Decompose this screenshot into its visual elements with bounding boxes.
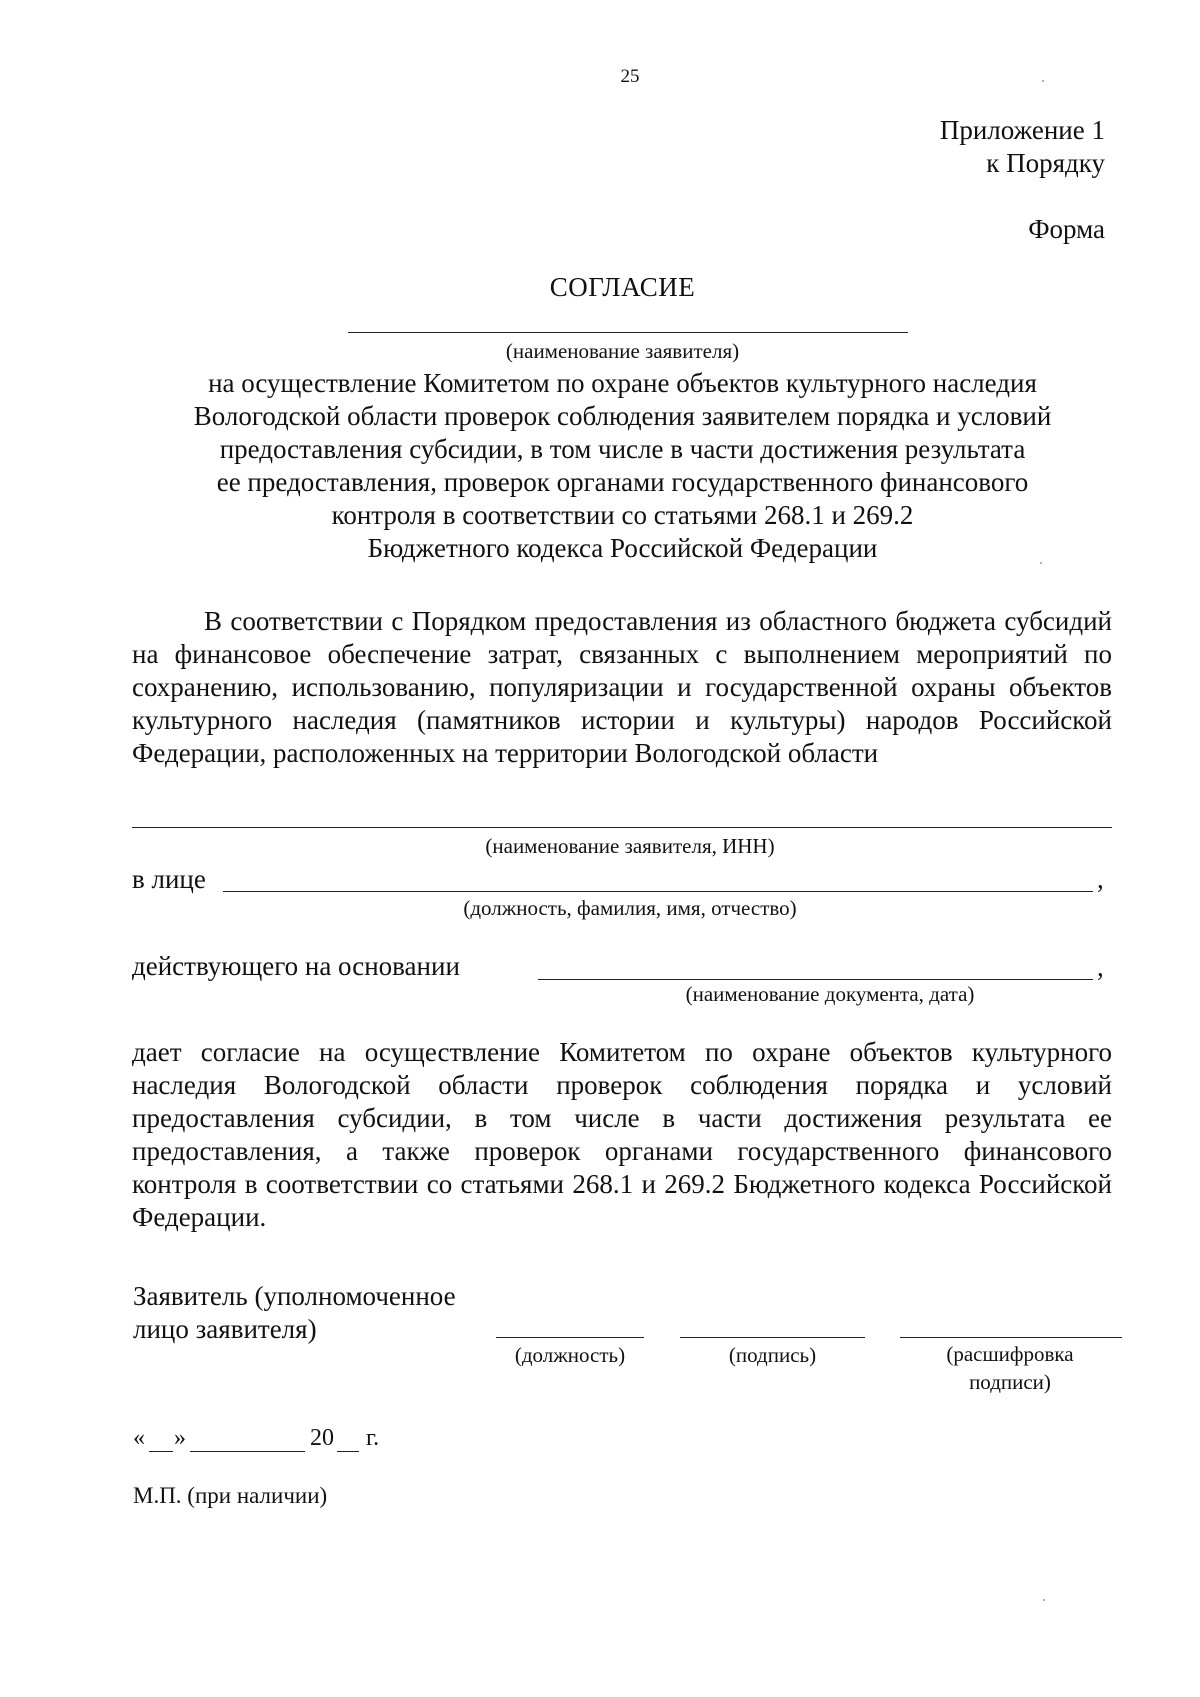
applicant-inn-line — [132, 827, 1112, 828]
subject-line: Вологодской области проверок соблюдения заявителем порядка и условий — [193, 401, 1052, 431]
position-line — [496, 1337, 644, 1338]
basis-comma: , — [1097, 952, 1104, 982]
stamp-note: М.П. (при наличии) — [133, 1483, 328, 1508]
date-close-quote: » — [174, 1425, 186, 1451]
date-day-line — [149, 1451, 173, 1452]
document-title: СОГЛАСИЕ — [549, 272, 696, 302]
date-month-line — [190, 1451, 305, 1452]
signature-label-line-1: Заявитель (уполномоченное — [133, 1281, 456, 1311]
date-year-prefix: 20 — [310, 1425, 334, 1451]
subject-line: контроля в соответствии со статьями 268.1 и 269.2 — [331, 500, 914, 530]
scan-speck — [1043, 1599, 1045, 1601]
position-caption: (должность) — [514, 1343, 626, 1367]
appendix-line-1: Приложение 1 — [939, 115, 1105, 145]
signature-line — [680, 1337, 865, 1338]
represented-line — [223, 891, 1093, 892]
date-year-suffix: г. — [366, 1425, 380, 1451]
basis-label: действующего на основании — [132, 951, 460, 981]
intro-paragraph: В соответствии с Порядком предоставления из областного бюджета субсидий на финансовое обеспечение затрат, связанных с выполнением мероприятий по сохранению, использованию, популяризации и государственной охраны объектов культурного наследия (памятников истории и культуры) народов Российской Федерации, расположенных на территории Вологодской области — [132, 606, 1112, 768]
appendix-block — [940, 114, 1105, 180]
basis-line — [538, 979, 1093, 980]
title-caption: (наименование заявителя) — [505, 339, 740, 363]
form-label: Форма — [1028, 214, 1105, 244]
appendix-line-2: к Порядку — [986, 148, 1105, 178]
decoding-caption-line-2: подписи) — [969, 1370, 1051, 1394]
date-year-line — [337, 1451, 359, 1452]
scan-speck — [1042, 80, 1044, 82]
represented-label: в лице — [132, 864, 206, 894]
decoding-line — [900, 1337, 1122, 1338]
decoding-caption — [905, 1340, 1115, 1396]
signature-caption: (подпись) — [728, 1343, 817, 1367]
consent-paragraph: дает согласие на осуществление Комитетом по охране объектов культурного наследия Вологодской области проверок соблюдения порядка и условий предоставления субсидии, в том числе в части достижения результата ее предоставления, а также проверок органами государственного финансового контроля в соответствии со статьями 268.1 и 269.2 Бюджетного кодекса Российской Федерации. — [132, 1037, 1112, 1232]
subject-line: на осуществление Комитетом по охране объектов культурного наследия — [208, 368, 1037, 398]
page-number: 25 — [620, 66, 640, 87]
scan-speck — [1040, 562, 1042, 564]
applicant-inn-caption: (наименование заявителя, ИНН) — [485, 834, 775, 858]
signature-label — [133, 1280, 456, 1346]
decoding-caption-line-1: (расшифровка — [946, 1342, 1074, 1366]
represented-comma: , — [1097, 864, 1104, 894]
basis-caption: (наименование документа, дата) — [685, 982, 975, 1006]
subject-block — [0, 367, 1200, 565]
applicant-name-line — [348, 332, 908, 333]
subject-line: Бюджетного кодекса Российской Федерации — [367, 533, 878, 563]
subject-line: предоставления субсидии, в том числе в части достижения результата — [219, 434, 1026, 464]
date-open-quote: « — [133, 1425, 145, 1451]
signature-label-line-2: лицо заявителя) — [133, 1314, 317, 1344]
represented-caption: (должность, фамилия, имя, отчество) — [463, 896, 797, 920]
subject-line: ее предоставления, проверок органами государственного финансового — [216, 467, 1029, 497]
